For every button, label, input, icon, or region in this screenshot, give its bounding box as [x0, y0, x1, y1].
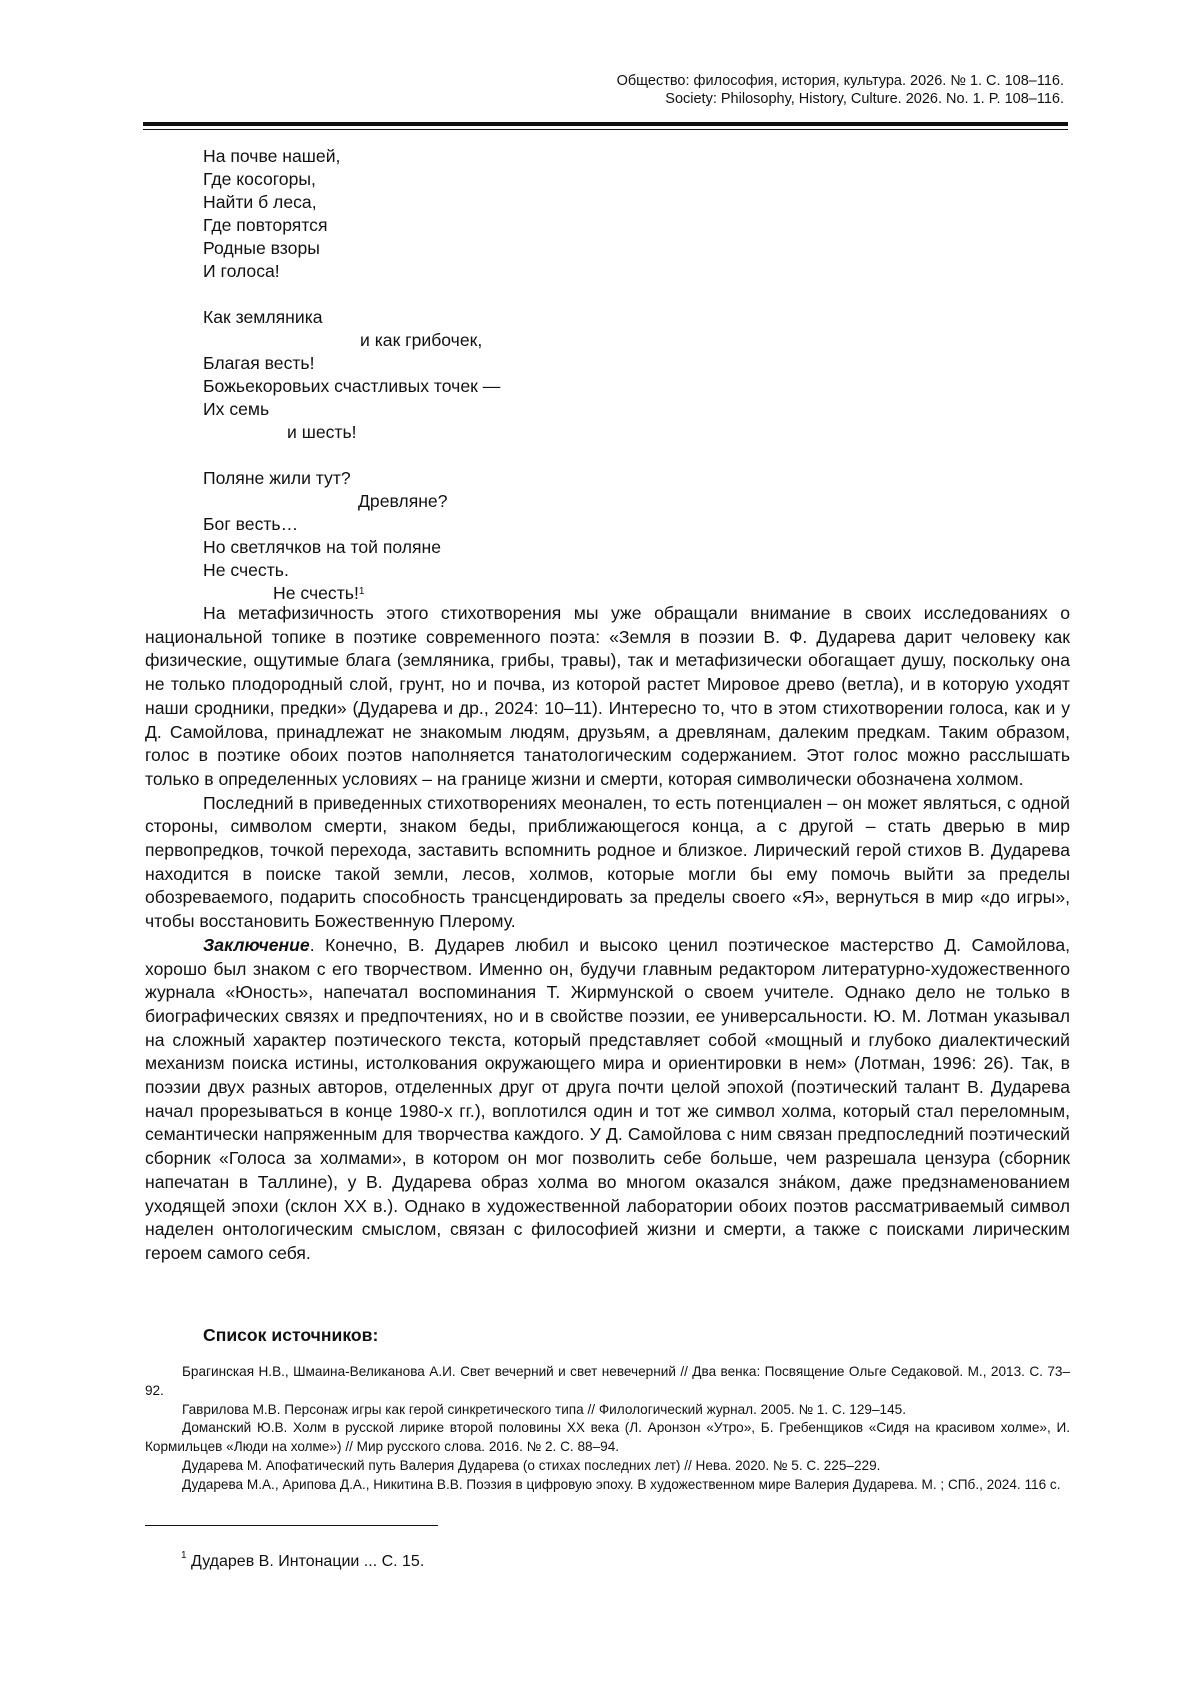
conclusion-text: . Конечно, В. Дударев любил и высоко ценил поэтическое мастерство Д. Самойлова, хорошо был знаком с его творчеством. Именно он, будучи главным редактором литературно-художественного журнала «Юность», напечатал воспоминания Т. Жирмунской о своем учителе. Однако дело не только в биографических связях и предпочтениях, но и в свойстве поэзии, ее универсальности. Ю. М. Лотман указывал на сложный характер поэтического текста, который представляет собой «мощный и глубоко диалектический механизм поиска истины, истолкования окружающего мира и ориентировки в нем» (Лотман, 1996: 26). Так, в поэзии двух разных авторов, отделенных друг от друга почти целой эпохой (поэтический талант В. Дударева начал прорезываться в конце 1980-х гг.), воплотился один и тот же символ холма, который стал переломным, семантически напряженным для творчества каждого. У Д. Самойлова с ним связан предпоследний поэтический сборник «Голоса за холмами», в котором он мог позволить себе больше, чем разрешала цензура (сборник напечатан в Таллине), у В. Дударева образ холма во многом оказался зна́ком, даже предзнаменованием уходящей эпохи (склон XX в.). Однако в художественной лаборатории обоих поэтов рассматриваемый символ наделен онтологическим смыслом, связан с философией жизни и смерти, а также с поисками лирическим героем самого себя.	[145, 934, 1070, 1263]
header-rule-thin	[143, 129, 1068, 130]
reference-item: Брагинская Н.В., Шмаина-Великанова А.И. Свет вечерний и свет невечерний // Два венка: Посвящение Ольге Седаковой. М., 2013. С. 73–92.	[145, 1364, 1070, 1398]
poem-line: Родные взоры	[203, 238, 320, 258]
poem	[203, 145, 803, 605]
reference-item: Дударева М. Апофатический путь Валерия Дударева (о стихах последних лет) // Нева. 2020. № 5. С. 225–229.	[182, 1457, 881, 1473]
poem-line: Божьекоровьих счастливых точек —	[203, 376, 501, 396]
poem-line: Бог весть…	[203, 514, 299, 534]
paragraph-conclusion	[145, 934, 1070, 1266]
header-rule-thick	[143, 122, 1068, 126]
footnote-text: Дударев В. Интонации ... С. 15.	[186, 1553, 425, 1570]
footnote-mark: 1	[181, 1550, 187, 1561]
conclusion-heading: Заключение	[203, 934, 310, 955]
paragraph: На метафизичность этого стихотворения мы уже обращали внимание в своих исследованиях о национальной топике в поэтике современного поэта: «Земля в поэзии В. Ф. Дударева дарит человеку как физические, ощутимые блага (земляника, грибы, травы), так и метафизически обогащает душу, поскольку она не только плодородный слой, грунт, но и почва, из которой растет Мировое древо (ветла), и в которую уходят наши сродники, предки» (Дударева и др., 2024: 10–11). Интересно то, что в этом стихотворении голоса, как и у Д. Самойлова, принадлежат не знакомым людям, друзьям, а древлянам, далеким предкам. Таким образом, голос в поэтике обоих поэтов наполняется танатологическим содержанием. Этот голос можно расслышать только в определенных условиях – на границе жизни и смерти, которая символически обозначена холмом.	[145, 603, 1070, 789]
reference-list	[145, 1363, 1070, 1495]
running-header	[164, 72, 1064, 108]
reference-item: Доманский Ю.В. Холм в русской лирике второй половины XX века (Л. Аронзон «Утро», Б. Гребенщиков «Сидя на красивом холме», И. Кормильцев «Люди на холме») // Мир русского слова. 2016. № 2. С. 88–94.	[145, 1420, 1070, 1455]
poem-line: Древляне?	[358, 491, 448, 511]
footnote-reference[interactable]: 1	[358, 586, 365, 597]
poem-line: Где косогоры,	[203, 169, 316, 189]
sources-title: Список источников:	[203, 1325, 379, 1345]
poem-line: Их семь	[203, 399, 270, 419]
header-russian: Общество: философия, история, культура. 2026. № 1. С. 108–116.	[616, 73, 1064, 89]
footnote	[181, 1550, 425, 1571]
article-body	[145, 602, 1070, 1266]
poem-line: и шесть!	[287, 422, 357, 442]
paragraph: Последний в приведенных стихотворениях меонален, то есть потенциален – он может являться, с одной стороны, символом смерти, знаком беды, приближающегося конца, а с другой – стать дверью в мир первопредков, точкой перехода, заставить вспомнить родное и близкое. Лирический герой стихов В. Дударева находится в поиске такой земли, лесов, холмов, которые могли бы ему помочь выйти за пределы обозреваемого, подарить способность трансцендировать за пределы своего «Я», вернуться в мир «до игры», чтобы восстановить Божественную Плерому.	[145, 792, 1070, 932]
poem-last-line-text: Не счесть!	[273, 583, 359, 603]
reference-item: Дударева М.А., Арипова Д.А., Никитина В.В. Поэзия в цифровую эпоху. В художественном мире Валерия Дударева. М. ; СПб., 2024. 116 с.	[182, 1476, 1061, 1492]
poem-line: Где повторятся	[203, 215, 328, 235]
poem-line: Но светлячков на той поляне	[203, 537, 442, 557]
poem-line: На почве нашей,	[203, 146, 341, 166]
stanza-gap	[203, 283, 803, 306]
stanza-gap	[203, 444, 803, 467]
poem-line: Поляне жили тут?	[203, 468, 351, 488]
poem-line: и как грибочек,	[360, 330, 483, 350]
poem-line: Как земляника	[203, 307, 323, 327]
footnote-separator	[145, 1525, 438, 1526]
header-english: Society: Philosophy, History, Culture. 2026. No. 1. P. 108–116.	[665, 91, 1064, 107]
poem-line: Не счесть.	[203, 560, 289, 580]
poem-line: И голоса!	[203, 261, 280, 281]
poem-line: Найти б леса,	[203, 192, 317, 212]
reference-item: Гаврилова М.В. Персонаж игры как герой синкретического типа // Филологический журнал. 2005. № 1. С. 129–145.	[182, 1401, 906, 1417]
poem-line: Благая весть!	[203, 353, 315, 373]
